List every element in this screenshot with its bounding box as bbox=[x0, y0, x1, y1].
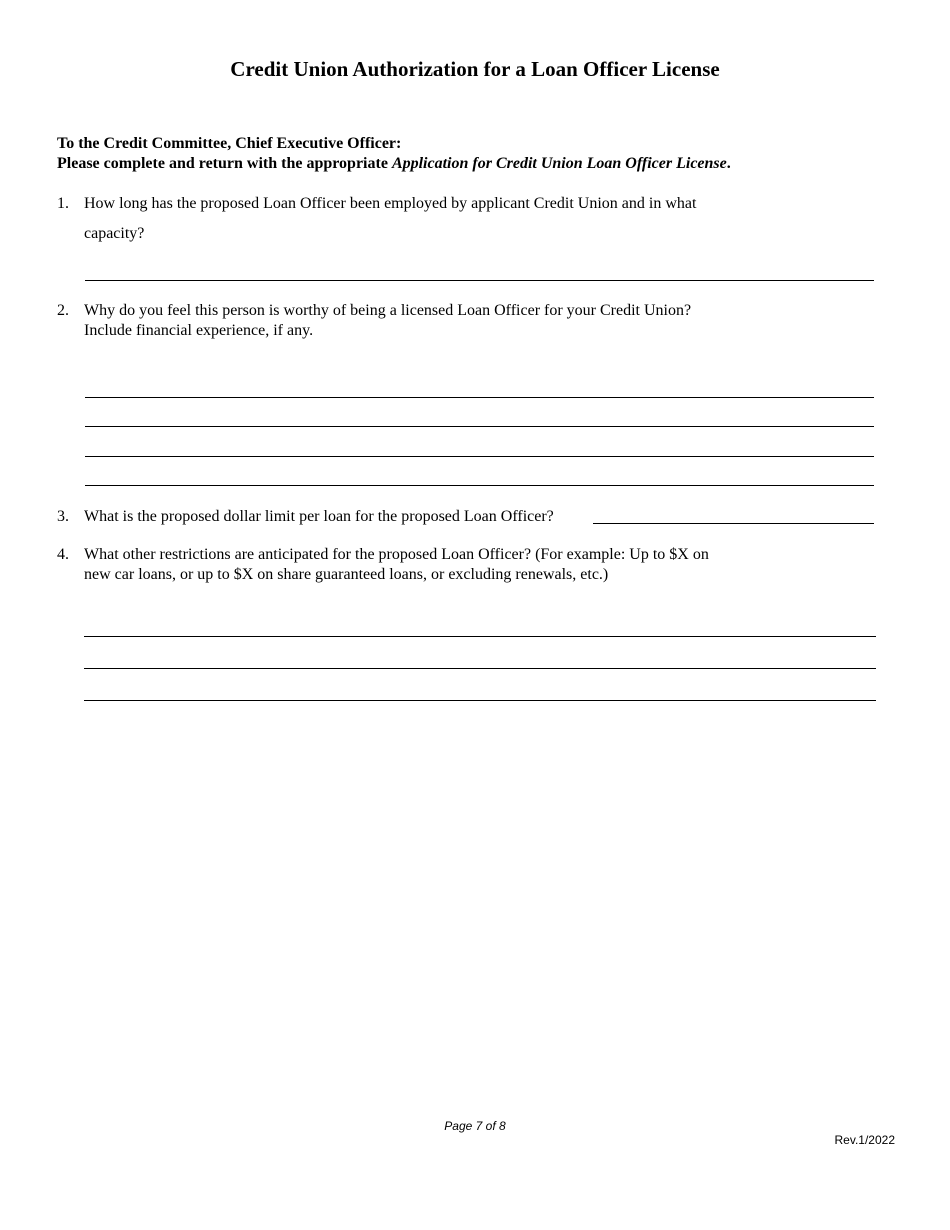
question-text bbox=[84, 545, 709, 585]
dollar-limit-blank[interactable] bbox=[593, 523, 874, 524]
intro-application-name: Application for Credit Union Loan Officer License bbox=[391, 155, 727, 172]
question-text bbox=[84, 301, 691, 341]
revision-label: Rev.1/2022 bbox=[834, 1133, 895, 1147]
question-line: How long has the proposed Loan Officer been employed by applicant Credit Union and in what bbox=[84, 195, 697, 212]
page-title: Credit Union Authorization for a Loan Officer License bbox=[230, 57, 720, 81]
answer-line-q2-4[interactable] bbox=[85, 485, 874, 486]
answer-line-q2-3[interactable] bbox=[85, 456, 874, 457]
intro-instruction-suffix: . bbox=[726, 155, 731, 172]
intro-instruction-prefix: Please complete and return with the appropriate bbox=[57, 155, 392, 172]
question-line: What other restrictions are anticipated for the proposed Loan Officer? (For example: Up to $X on bbox=[84, 546, 709, 563]
intro-addressee: To the Credit Committee, Chief Executive Officer: bbox=[57, 135, 402, 152]
question-line: What is the proposed dollar limit per loan for the proposed Loan Officer? bbox=[84, 508, 554, 525]
question-line: Include financial experience, if any. bbox=[84, 322, 314, 339]
question-number: 2. bbox=[57, 302, 69, 319]
question-line: capacity? bbox=[84, 225, 145, 242]
intro-instruction bbox=[57, 154, 897, 174]
question-number: 4. bbox=[57, 546, 69, 563]
question-text bbox=[84, 507, 554, 527]
question-line: new car loans, or up to $X on share guaranteed loans, or excluding renewals, etc.) bbox=[84, 566, 609, 583]
answer-line-q2-1[interactable] bbox=[85, 397, 874, 398]
question-line: Why do you feel this person is worthy of being a licensed Loan Officer for your Credit Union? bbox=[84, 302, 692, 319]
question-number: 1. bbox=[57, 195, 69, 212]
answer-line-q2-2[interactable] bbox=[85, 426, 874, 427]
answer-line-q4-3[interactable] bbox=[84, 700, 876, 701]
answer-line-q4-2[interactable] bbox=[84, 668, 876, 669]
page-number: Page 7 of 8 bbox=[444, 1119, 506, 1133]
question-text bbox=[84, 194, 696, 244]
answer-line-q4-1[interactable] bbox=[84, 636, 876, 637]
question-number: 3. bbox=[57, 508, 69, 525]
intro-block bbox=[57, 134, 897, 174]
answer-line-q1-1[interactable] bbox=[85, 280, 874, 281]
